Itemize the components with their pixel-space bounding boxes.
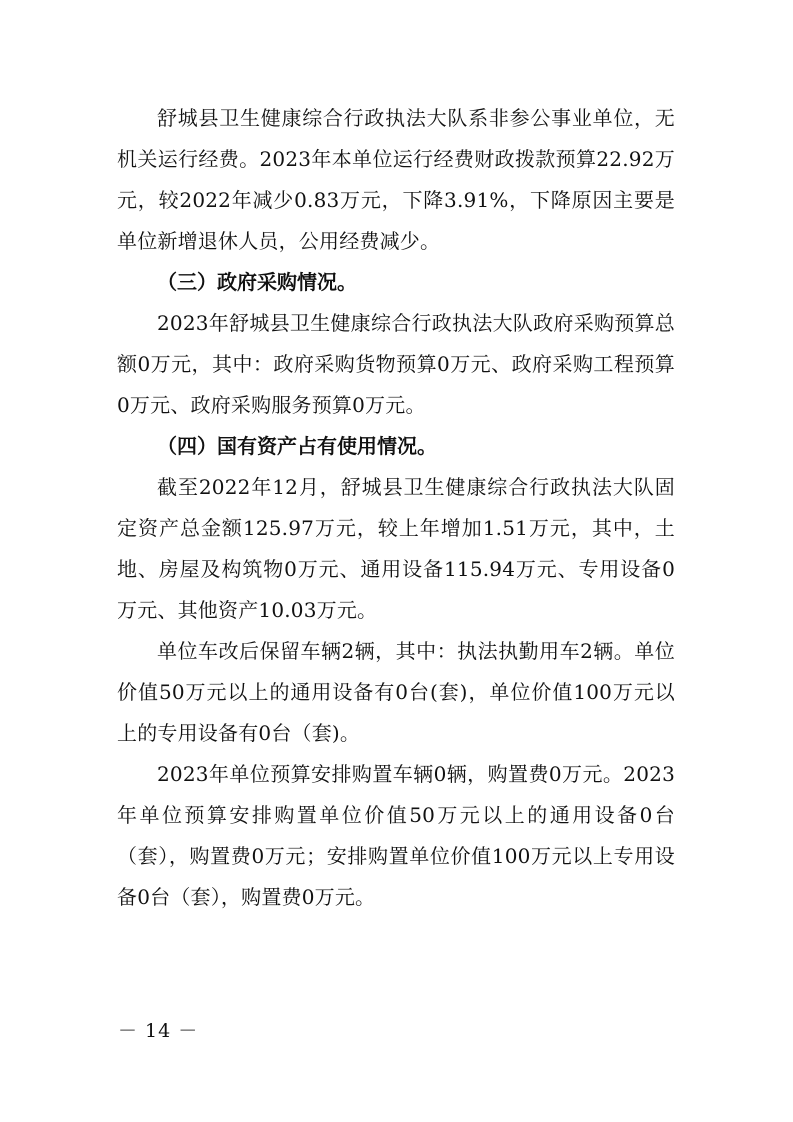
paragraph-procurement: 2023年舒城县卫生健康综合行政执法大队政府采购预算总额0万元，其中：政府采购货物预算0万元、政府采购工程预算0万元、政府采购服务预算0万元。 <box>117 311 675 417</box>
paragraph-operating-expenses: 舒城县卫生健康综合行政执法大队系非参公事业单位，无机关运行经费。2023年本单位运行经费财政拨款预算22.92万元，较2022年减少0.83万元，下降3.91%，下降原因主要是单位新增退休人员，公用经费减少。 <box>117 106 675 253</box>
page-number: － 14 － <box>118 1020 199 1042</box>
section-heading-procurement: （三）政府采购情况。 <box>157 270 357 294</box>
document-body <box>117 98 675 918</box>
paragraph-vehicles: 单位车改后保留车辆2辆，其中：执法执勤用车2辆。单位价值50万元以上的通用设备有0台(套)，单位价值100万元以上的专用设备有0台（套)。 <box>117 639 675 745</box>
section-heading-state-assets: （四）国有资产占有使用情况。 <box>157 434 437 458</box>
paragraph-purchase-plan: 2023年单位预算安排购置车辆0辆，购置费0万元。2023年单位预算安排购置单位价值50万元以上的通用设备0台（套），购置费0万元；安排购置单位价值100万元以上专用设备0台（套），购置费0万元。 <box>117 762 675 909</box>
paragraph-fixed-assets: 截至2022年12月，舒城县卫生健康综合行政执法大队固定资产总金额125.97万元，较上年增加1.51万元，其中，土地、房屋及构筑物0万元、通用设备115.94万元、专用设备0万元、其他资产10.03万元。 <box>117 475 675 622</box>
